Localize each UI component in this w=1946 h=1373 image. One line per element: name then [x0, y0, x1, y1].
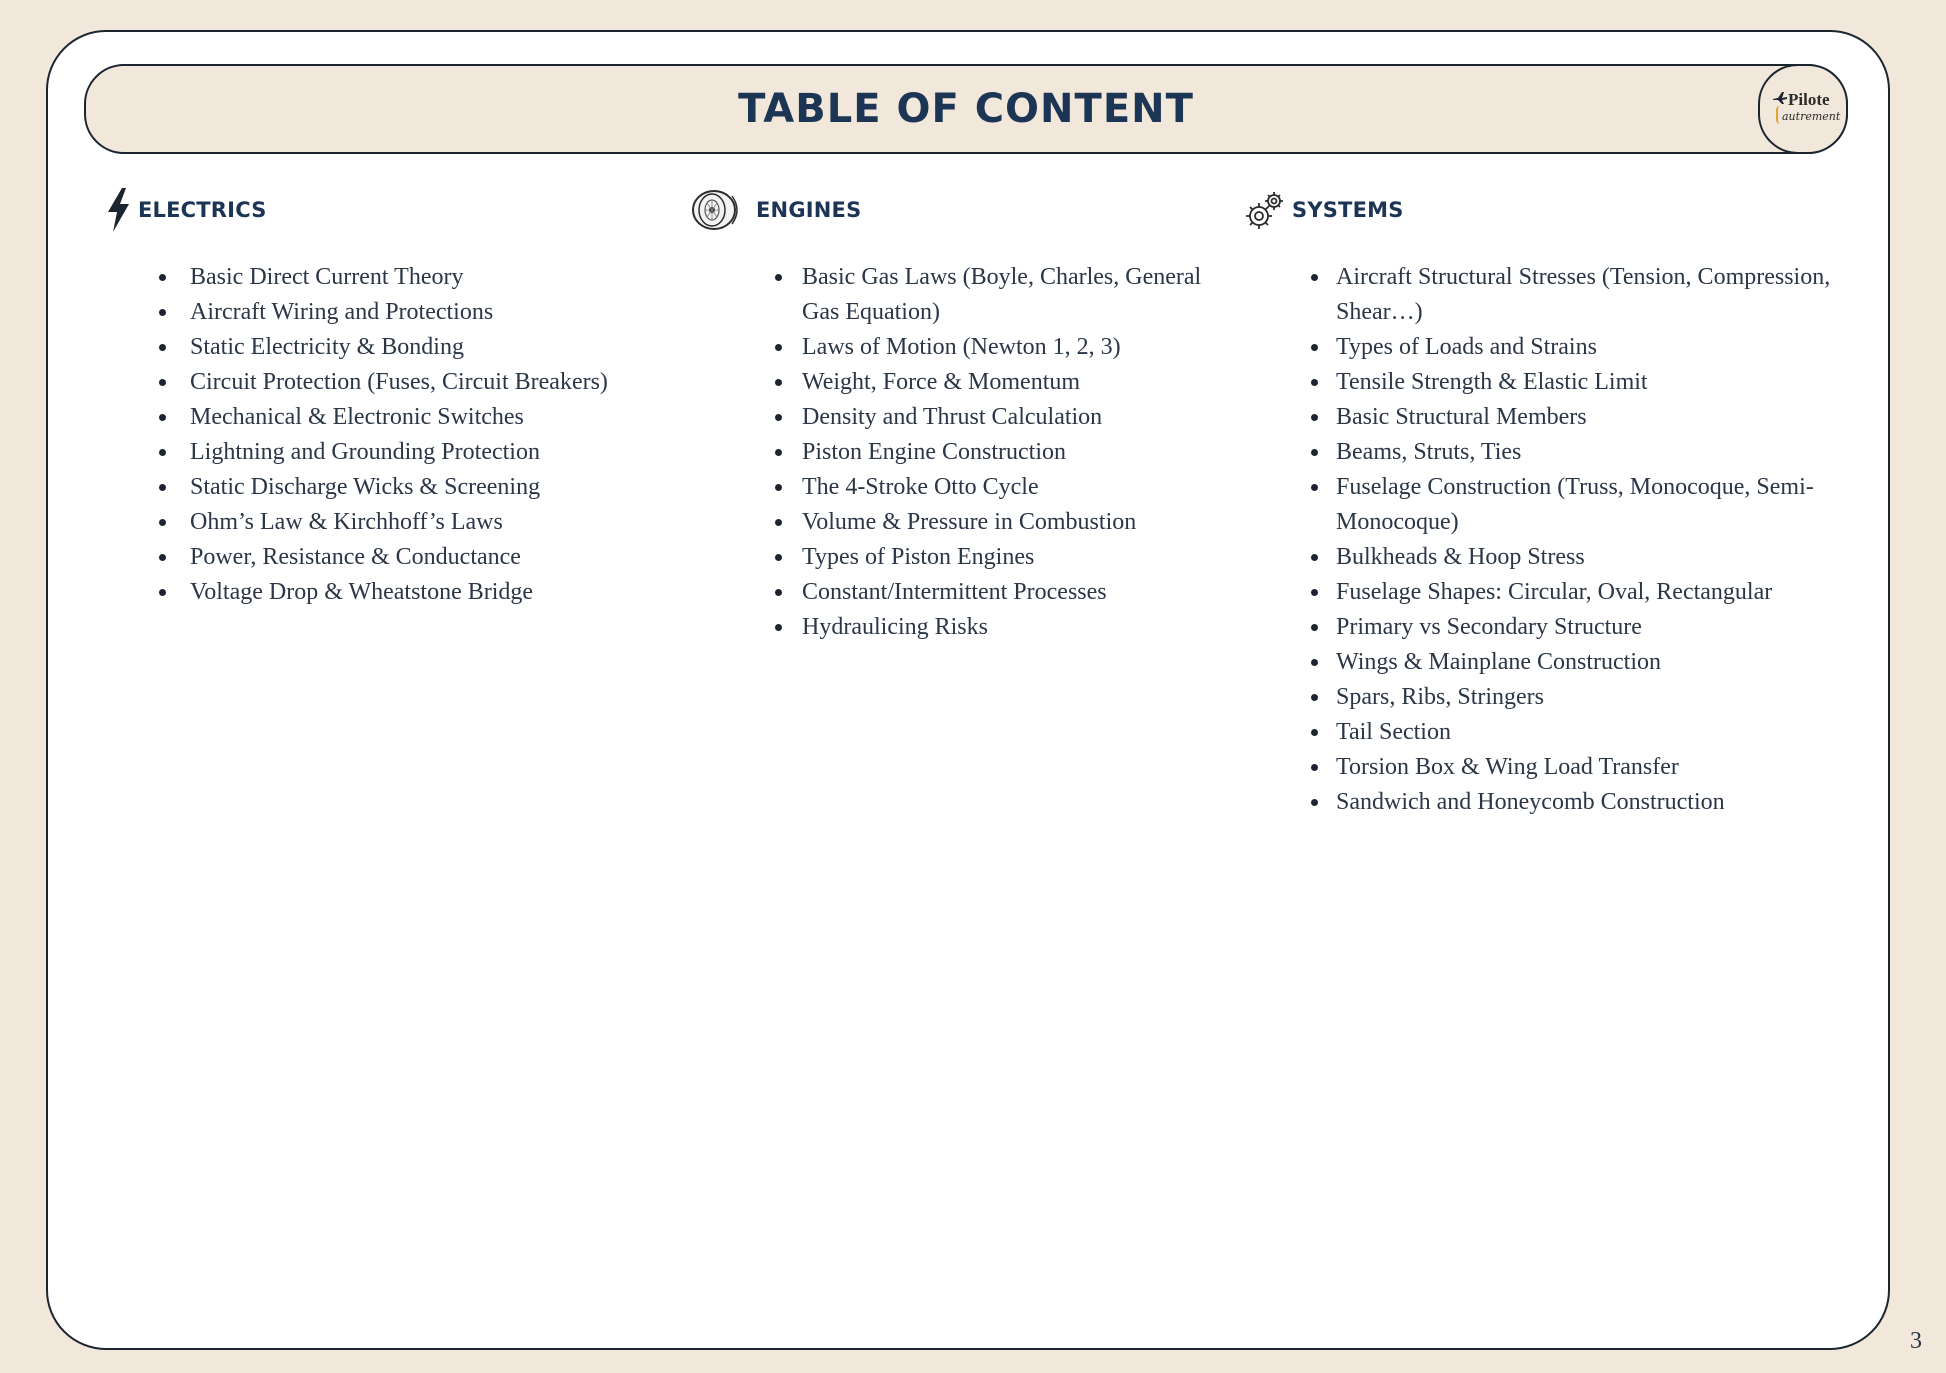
list-item: Ohm’s Law & Kirchhoff’s Laws — [190, 505, 670, 540]
list-item: Aircraft Structural Stresses (Tension, Compression, Shear…) — [1336, 260, 1856, 330]
list-item: Primary vs Secondary Structure — [1336, 610, 1856, 645]
section-header-systems — [1244, 188, 1404, 232]
title-bar — [84, 64, 1848, 154]
airplane-icon — [1772, 90, 1788, 106]
topic-list-engines — [802, 260, 1222, 645]
section-title-engines: ENGINES — [756, 198, 862, 222]
gears-icon — [1244, 188, 1286, 232]
list-item: Basic Gas Laws (Boyle, Charles, General Gas Equation) — [802, 260, 1222, 330]
list-item: Bulkheads & Hoop Stress — [1336, 540, 1856, 575]
list-item: Static Electricity & Bonding — [190, 330, 670, 365]
logo-subtitle: autrement — [1782, 110, 1841, 123]
jet-engine-icon — [692, 188, 744, 232]
list-item: Beams, Struts, Ties — [1336, 435, 1856, 470]
list-item: Fuselage Shapes: Circular, Oval, Rectangular — [1336, 575, 1856, 610]
list-item: Tail Section — [1336, 715, 1856, 750]
list-item: Basic Direct Current Theory — [190, 260, 670, 295]
list-item: Aircraft Wiring and Protections — [190, 295, 670, 330]
lightning-bolt-icon — [104, 188, 132, 232]
list-item: Static Discharge Wicks & Screening — [190, 470, 670, 505]
list-item: Types of Piston Engines — [802, 540, 1222, 575]
list-item: Fuselage Construction (Truss, Monocoque, Semi-Monocoque) — [1336, 470, 1856, 540]
list-item: Torsion Box & Wing Load Transfer — [1336, 750, 1856, 785]
list-item: Volume & Pressure in Combustion — [802, 505, 1222, 540]
list-item: Lightning and Grounding Protection — [190, 435, 670, 470]
page-number: 3 — [1910, 1328, 1922, 1354]
list-item: Spars, Ribs, Stringers — [1336, 680, 1856, 715]
section-header-engines — [692, 188, 861, 232]
list-item: Tensile Strength & Elastic Limit — [1336, 365, 1856, 400]
list-item: Mechanical & Electronic Switches — [190, 400, 670, 435]
section-title-electrics: ELECTRICS — [138, 198, 267, 222]
list-item: Laws of Motion (Newton 1, 2, 3) — [802, 330, 1222, 365]
logo-name: Pilote — [1788, 90, 1830, 109]
section-header-electrics — [104, 188, 267, 232]
list-item: Power, Resistance & Conductance — [190, 540, 670, 575]
list-item: Weight, Force & Momentum — [802, 365, 1222, 400]
list-item: Types of Loads and Strains — [1336, 330, 1856, 365]
list-item: Basic Structural Members — [1336, 400, 1856, 435]
list-item: Constant/Intermittent Processes — [802, 575, 1222, 610]
list-item: Voltage Drop & Wheatstone Bridge — [190, 575, 670, 610]
pilote-logo — [1758, 64, 1848, 154]
section-title-systems: SYSTEMS — [1292, 198, 1404, 222]
list-item: Sandwich and Honeycomb Construction — [1336, 785, 1856, 820]
page-title: TABLE OF CONTENT — [738, 86, 1194, 132]
topic-list-electrics — [190, 260, 670, 610]
list-item: Hydraulicing Risks — [802, 610, 1222, 645]
list-item: Density and Thrust Calculation — [802, 400, 1222, 435]
list-item: Circuit Protection (Fuses, Circuit Breakers) — [190, 365, 670, 400]
list-item: Piston Engine Construction — [802, 435, 1222, 470]
list-item: Wings & Mainplane Construction — [1336, 645, 1856, 680]
list-item: The 4-Stroke Otto Cycle — [802, 470, 1222, 505]
topic-list-systems — [1336, 260, 1856, 820]
